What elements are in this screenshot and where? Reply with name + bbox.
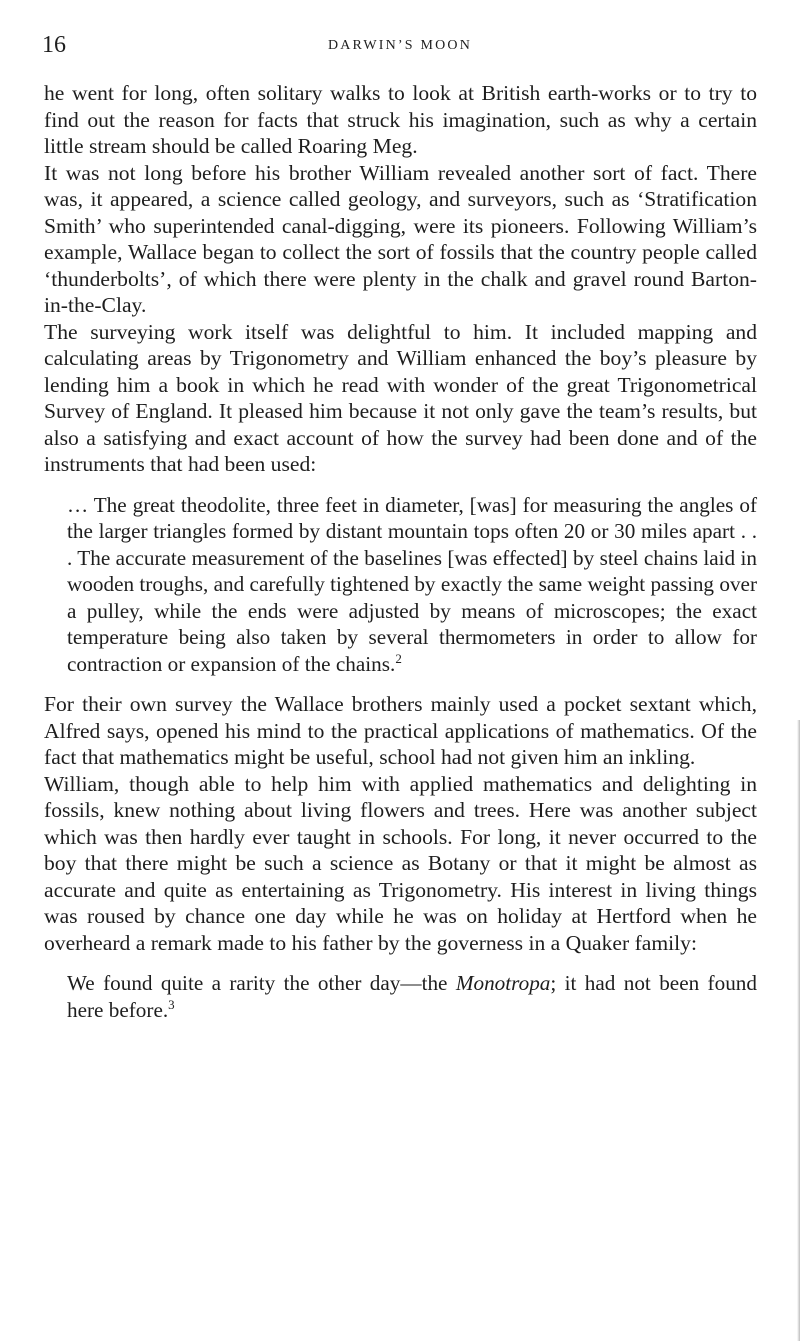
quote-text-before: We found quite a rarity the other day—the bbox=[67, 971, 456, 995]
paragraph-3: The surveying work itself was delightful to him. It included mapping and calculating areas by Trigonometry and William enhanced the boy’s pleasure by lending him a book in which he read with wonder of the great Trigonometrical Survey of England. It pleased him because it not only gave the team’s results, but also a satisfying and exact account of how the survey had been done and of the instruments that had been used: bbox=[44, 319, 757, 476]
quote-italic-species: Monotropa bbox=[455, 971, 551, 995]
paragraph-2: It was not long before his brother William revealed another sort of fact. There was, it appeared, a science called geology, and surveyors, such as ‘Stratification Smith’ who superintended canal-digging, were its pioneers. Following William’s example, Wallace began to collect the sort of fossils that the country people called ‘thunderbolts’, of which there were plenty in the chalk and gravel round Barton-in-the-Clay. bbox=[44, 160, 757, 317]
paragraph-4: For their own survey the Wallace brothers mainly used a pocket sextant which, Alfred says, opened his mind to the practical applications of mathematics. Of the fact that mathematics might be useful, school had not given him an inkling. bbox=[44, 692, 757, 769]
block-quote-monotropa bbox=[44, 970, 757, 1023]
page-number: 16 bbox=[42, 32, 66, 58]
paragraph-1: he went for long, often solitary walks to look at British earth-works or to try to find out the reason for facts that struck his imagination, such as why a certain little stream should be called Roaring Meg. bbox=[44, 81, 757, 158]
running-title: DARWIN’S MOON bbox=[327, 38, 473, 53]
quote-text: … The great theodolite, three feet in diameter, [was] for measuring the angles of the larger triangles formed by distant mountain tops often 20 or 30 miles apart . . . The accurate measurement of the baselines [was effected] by steel chains laid in wooden troughs, and carefully tightened by exactly the same weight passing over a pulley, while the ends were adjusted by means of microscopes; the exact temperature being also taken by several thermometers in order to allow for contraction or expansion of the chains. bbox=[67, 492, 757, 676]
footnote-marker: 2 bbox=[395, 650, 402, 666]
paragraph-5: William, though able to help him with applied mathematics and delighting in fossils, knew nothing about living flowers and trees. Here was another subject which was then hardly ever taught in schools. For long, it never occurred to the boy that there might be such a science as Botany or that it might be almost as accurate and quite as entertaining as Trigonometry. His interest in living things was roused by chance one day while he was on holiday at Hertford when he overheard a remark made to his father by the governess in a Quaker family: bbox=[44, 771, 757, 955]
running-head bbox=[42, 30, 758, 60]
body-text bbox=[44, 80, 757, 1023]
quote-text-after: ; it had not been found here before. bbox=[67, 971, 757, 1022]
quote-paragraph bbox=[67, 492, 757, 678]
quote-paragraph bbox=[67, 970, 757, 1023]
block-quote-theodolite bbox=[44, 492, 757, 678]
footnote-marker: 3 bbox=[168, 996, 175, 1012]
